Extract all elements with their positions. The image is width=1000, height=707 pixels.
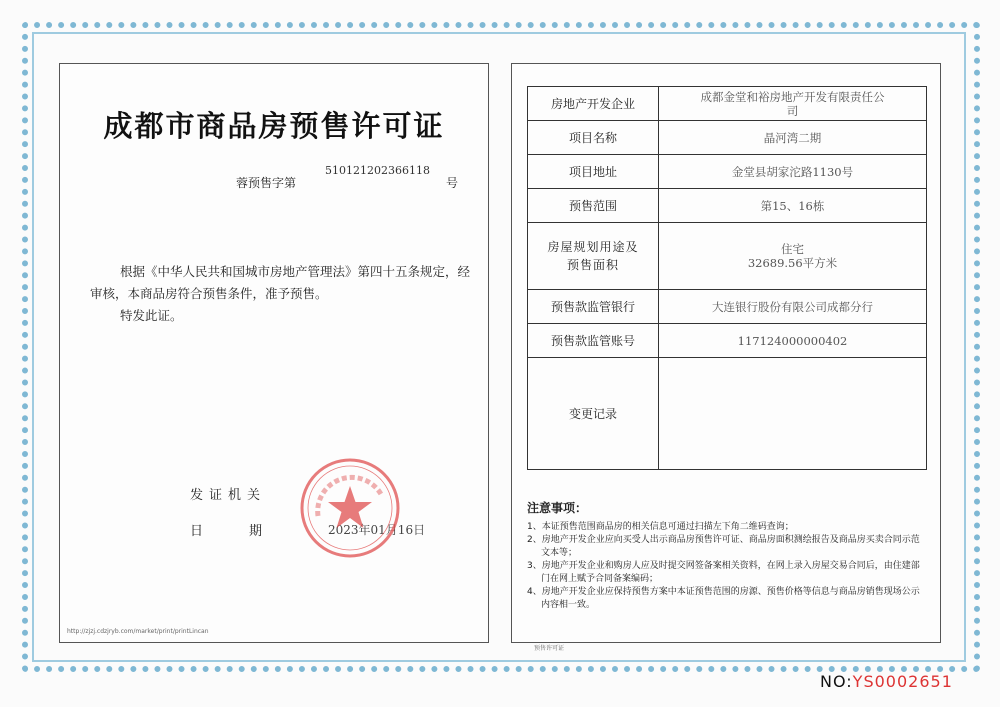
row-value: 117124000000402 xyxy=(659,324,927,358)
row-value: 金堂县胡家沱路1130号 xyxy=(659,155,927,189)
row-value: 第15、16栋 xyxy=(659,189,927,223)
row-value xyxy=(659,87,927,121)
table-row xyxy=(528,358,927,470)
table-row xyxy=(528,155,927,189)
table-row xyxy=(528,121,927,155)
right-panel xyxy=(511,63,941,643)
note-item: 1、本证预售范围商品房的相关信息可通过扫描左下角二维码查询； xyxy=(527,522,794,532)
print-url: http://zjzj.cdzjryb.com/market/print/printLincan xyxy=(67,628,209,635)
permit-number: 510121202366118 xyxy=(325,164,430,177)
certificate-title: 成都市商品房预售许可证 xyxy=(103,109,445,143)
usage-value: 住宅 xyxy=(781,242,804,256)
note-item: 4、房地产开发企业应保持预售方案中本证预售范围的房源、预售价格等信息与商品房销售现场公示内容相一致。 xyxy=(527,587,920,610)
table-row xyxy=(528,223,927,290)
serial-prefix: NO: xyxy=(820,672,853,691)
body-closing: 特发此证。 xyxy=(120,308,183,323)
row-label xyxy=(528,223,659,290)
row-label: 项目地址 xyxy=(528,155,659,189)
row-label: 预售范围 xyxy=(528,189,659,223)
table-row xyxy=(528,87,927,121)
body-paragraph: 根据《中华人民共和国城市房地产管理法》第四十五条规定，经审核，本商品房符合预售条件，准予预售。 xyxy=(90,264,471,301)
date-label: 日期 xyxy=(190,524,309,539)
row-label: 预售款监管银行 xyxy=(528,290,659,324)
notes-section xyxy=(527,502,927,612)
row-label: 房地产开发企业 xyxy=(528,87,659,121)
serial-letters: YS xyxy=(852,672,875,691)
left-panel xyxy=(59,63,489,643)
row-value xyxy=(659,358,927,470)
certificate-body xyxy=(90,261,470,327)
area-value: 32689.56平方米 xyxy=(747,256,838,270)
table-row xyxy=(528,189,927,223)
permit-suffix: 号 xyxy=(446,176,459,190)
info-table xyxy=(527,86,927,470)
row-value: 晶河湾二期 xyxy=(659,121,927,155)
usage-area-label: 房屋规划用途及预售面积 xyxy=(547,240,639,272)
notes-title: 注意事项： xyxy=(527,501,588,515)
permit-prefix: 蓉预售字第 xyxy=(236,176,297,190)
issue-date: 2023年01月16日 xyxy=(328,523,426,537)
note-item: 3、房地产开发企业和购房人应及时提交网签备案相关资料，在网上录入房屋交易合同后，由住建部门在网上赋予合同备案编码； xyxy=(527,561,920,584)
row-label: 预售款监管账号 xyxy=(528,324,659,358)
developer-name: 成都金堂和裕房地产开发有限责任公司 xyxy=(700,89,885,118)
table-row xyxy=(528,324,927,358)
row-value: 大连银行股份有限公司成都分行 xyxy=(659,290,927,324)
row-label: 变更记录 xyxy=(528,358,659,470)
table-row xyxy=(528,290,927,324)
issuer-label: 发证机关 xyxy=(190,488,267,503)
serial-digits: 0002651 xyxy=(874,672,953,691)
note-item: 2、房地产开发企业应向买受人出示商品房预售许可证、商品房面积测绘报告及商品房买卖合同示范文本等； xyxy=(527,535,920,558)
row-label: 项目名称 xyxy=(528,121,659,155)
serial-number xyxy=(820,672,953,691)
row-value xyxy=(659,223,927,290)
footer-label: 预售许可证 xyxy=(534,645,565,652)
official-seal-icon xyxy=(298,456,402,560)
